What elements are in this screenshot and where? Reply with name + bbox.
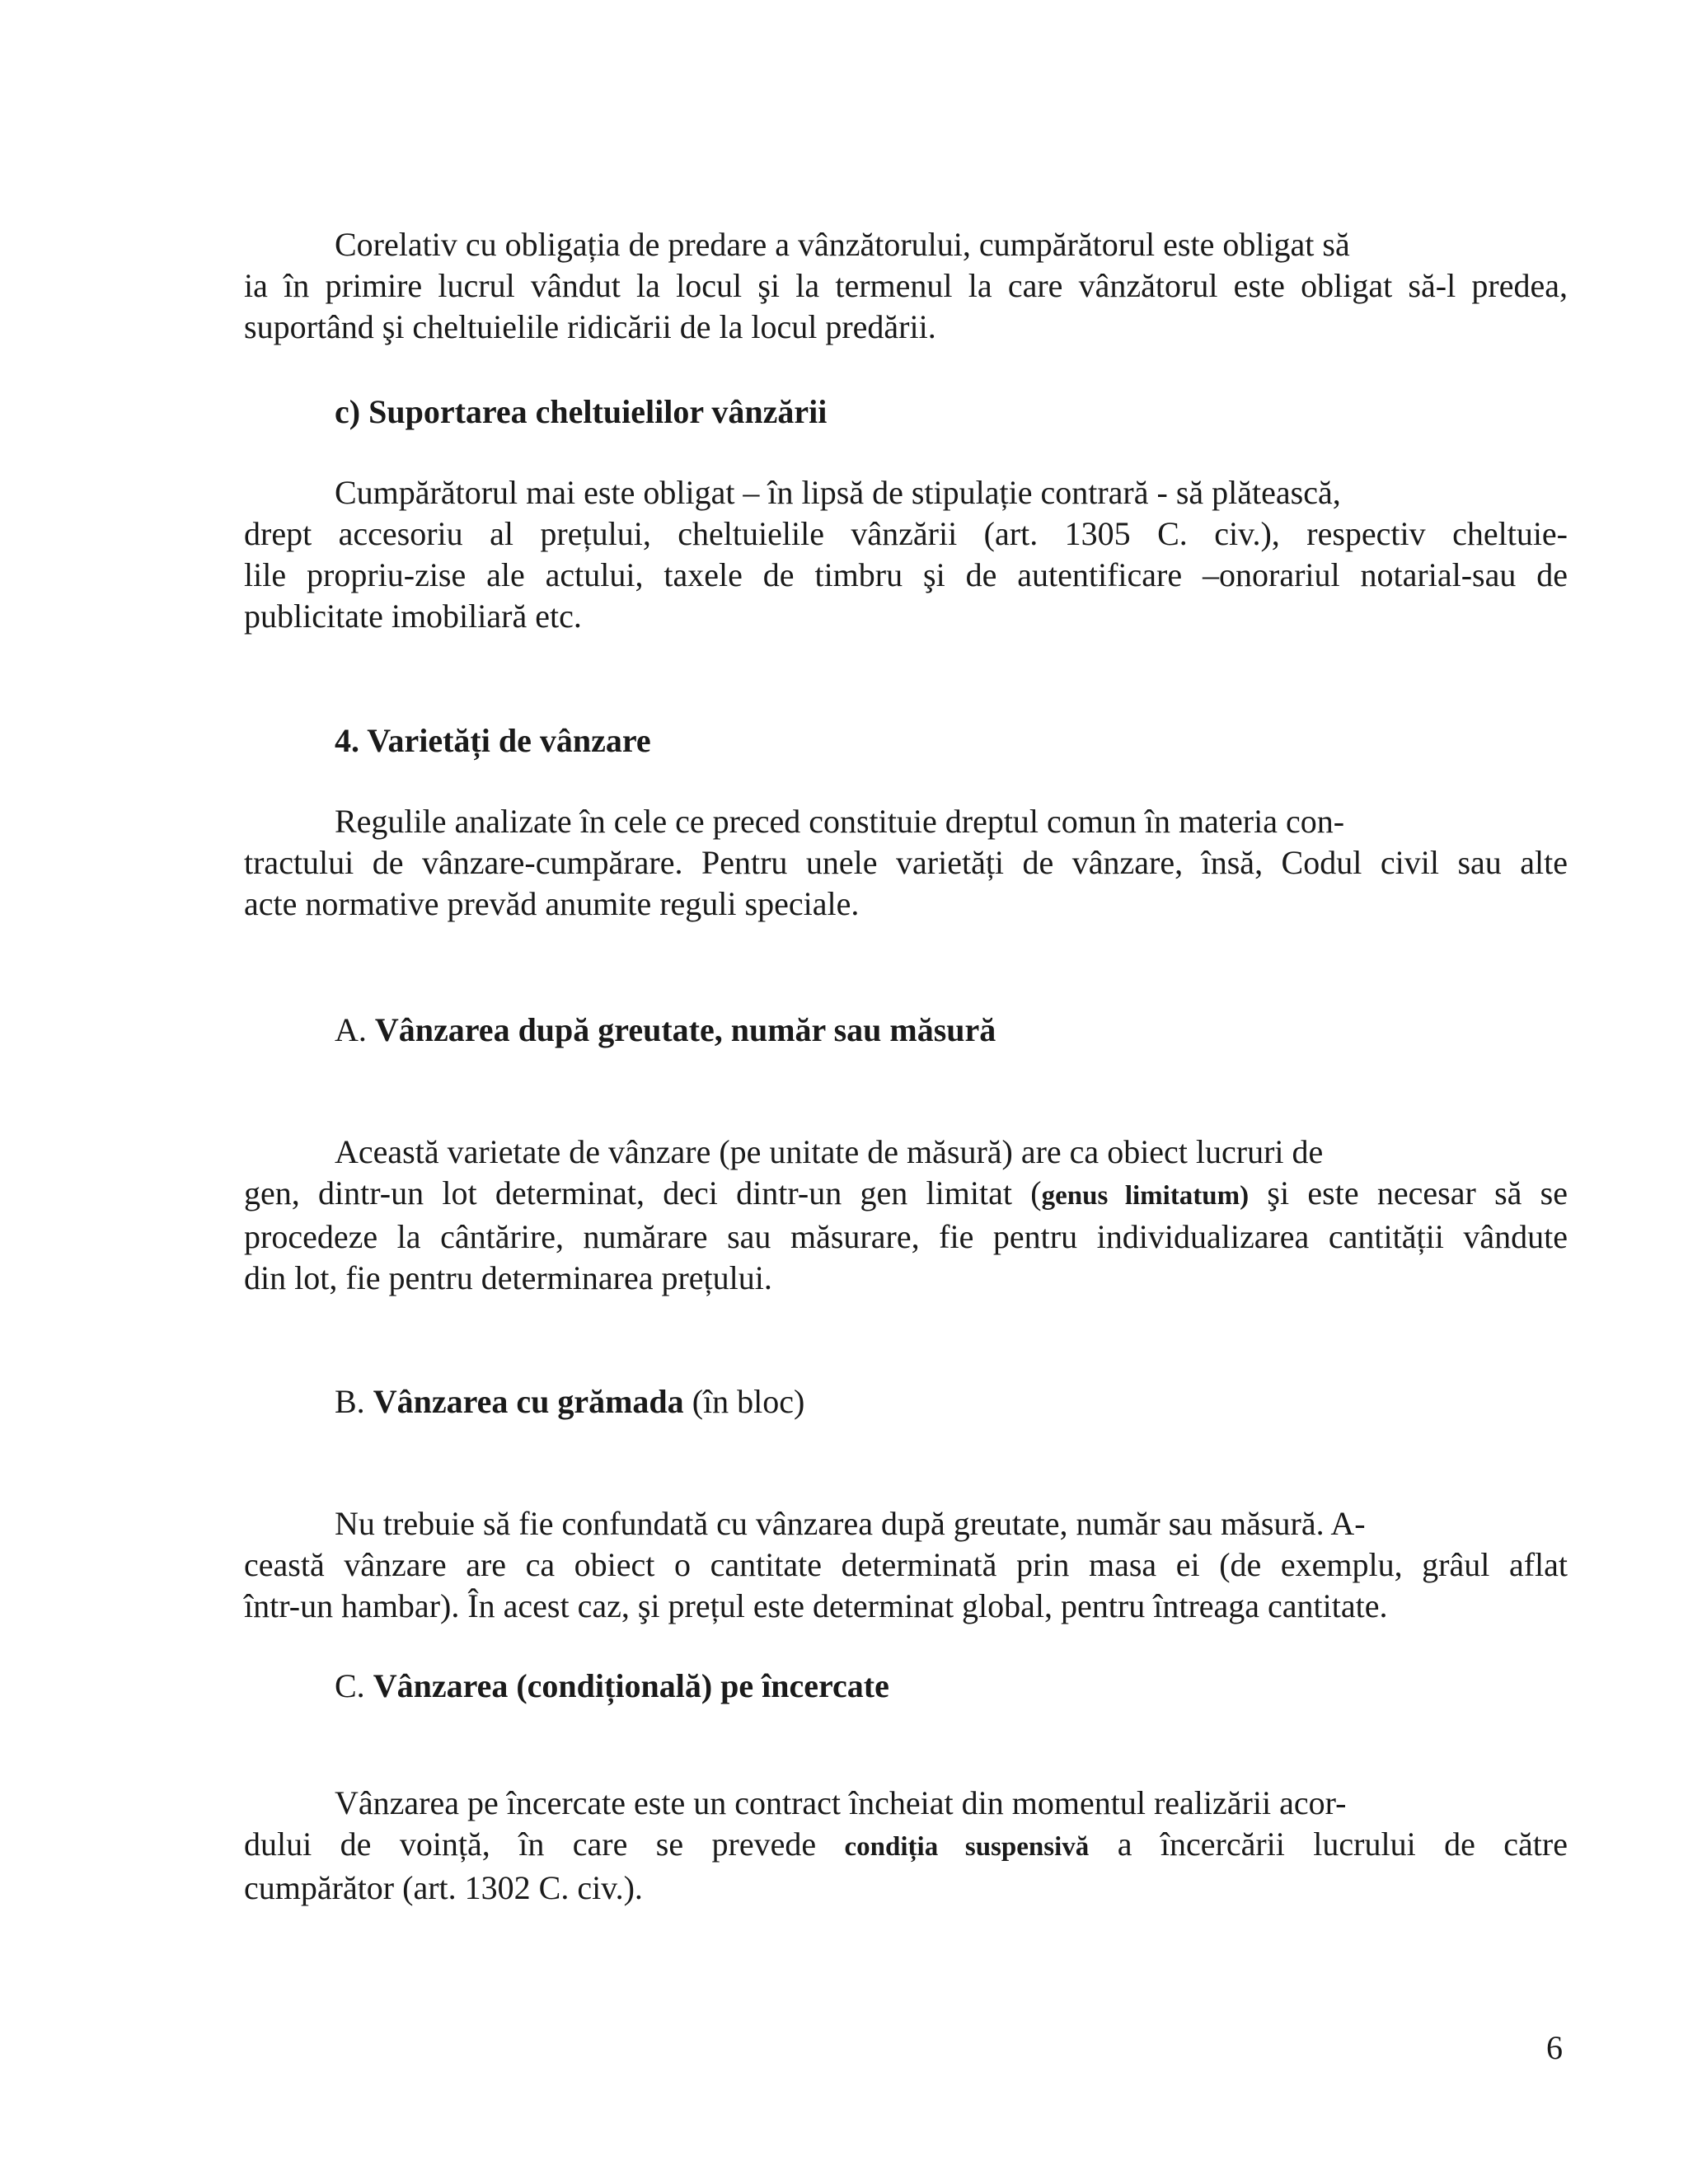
heading-prefix: B. [335, 1383, 373, 1420]
section-heading-4: 4. Varietăți de vânzare [335, 722, 651, 759]
text-line [244, 1173, 1568, 1216]
section-heading-c: c) Suportarea cheltuielilor vânzării [335, 393, 828, 430]
text-line: Nu trebuie să fie confundată cu vânzarea după greutate, număr sau măsură. A- [335, 1505, 1366, 1542]
paragraph-sale-by-measure [244, 1132, 1568, 1299]
text-line: acte normative prevăd anumite reguli speciale. [244, 885, 860, 922]
heading-prefix: A. [335, 1011, 375, 1048]
paragraph-general-rules [244, 801, 1568, 925]
section-heading-a [335, 1010, 996, 1051]
section-heading-b [335, 1381, 804, 1422]
text-fragment: şi este necesar să se [1249, 1174, 1568, 1212]
text-line: drept accesoriu al prețului, cheltuielile vânzării (art. 1305 C. civ.), respectiv cheltuie- [244, 515, 1568, 552]
text-line: Această varietate de vânzare (pe unitate de măsură) are ca obiect lucruri de [335, 1133, 1324, 1170]
text-line: într-un hambar). În acest caz, şi prețul este determinat global, pentru întreaga cantitate. [244, 1587, 1388, 1624]
text-fragment: a încercării lucrului de către [1089, 1825, 1568, 1863]
heading-prefix: C. [335, 1667, 373, 1704]
paragraph-bulk-sale [244, 1503, 1568, 1627]
legal-term: condiția suspensivă [844, 1832, 1090, 1862]
latin-term: genus limitatum) [1041, 1181, 1250, 1211]
heading-title: Vânzarea (condițională) pe încercate [373, 1667, 889, 1704]
text-line: procedeze la cântărire, numărare sau măsurare, fie pentru individualizarea cantității vândute [244, 1218, 1568, 1255]
paragraph-sale-expenses [244, 472, 1568, 637]
text-fragment: dului de voință, în care se prevede [244, 1825, 845, 1863]
paragraph-trial-sale [244, 1783, 1568, 1909]
text-line: Vânzarea pe încercate este un contract încheiat din momentul realizării acor- [335, 1784, 1347, 1821]
text-line: ceastă vânzare are ca obiect o cantitate determinată prin masa ei (de exemplu, grâul aflat [244, 1546, 1568, 1583]
heading-title: Vânzarea cu grămada [373, 1383, 684, 1420]
page-number: 6 [1546, 2029, 1563, 2066]
paragraph-buyer-obligation [244, 224, 1568, 348]
text-line [244, 1824, 1568, 1868]
text-line: ia în primire lucrul vândut la locul şi la termenul la care vânzătorul este obligat să-l predea, [244, 267, 1568, 304]
text-line: Regulile analizate în cele ce preced constituie dreptul comun în materia con- [335, 803, 1345, 840]
text-line: tractului de vânzare-cumpărare. Pentru unele varietăți de vânzare, însă, Codul civil sau alte [244, 844, 1568, 881]
text-line: din lot, fie pentru determinarea prețului. [244, 1259, 772, 1296]
text-line: lile propriu-zise ale actului, taxele de timbru şi de autentificare –onorariul notarial-sau de [244, 556, 1568, 593]
text-line: suportând şi cheltuielile ridicării de la locul predării. [244, 308, 936, 345]
heading-title: Vânzarea după greutate, număr sau măsură [374, 1011, 996, 1048]
text-fragment: gen, dintr-un lot determinat, deci dintr-un gen limitat ( [244, 1174, 1042, 1212]
text-line: Cumpărătorul mai este obligat – în lipsă de stipulație contrară - să plătească, [335, 474, 1341, 511]
section-heading-c-trial [335, 1666, 889, 1707]
text-line: cumpărător (art. 1302 C. civ.). [244, 1869, 643, 1906]
text-line: Corelativ cu obligația de predare a vânzătorului, cumpărătorul este obligat să [335, 226, 1350, 263]
text-line: publicitate imobiliară etc. [244, 598, 582, 635]
heading-suffix: (în bloc) [683, 1383, 805, 1420]
